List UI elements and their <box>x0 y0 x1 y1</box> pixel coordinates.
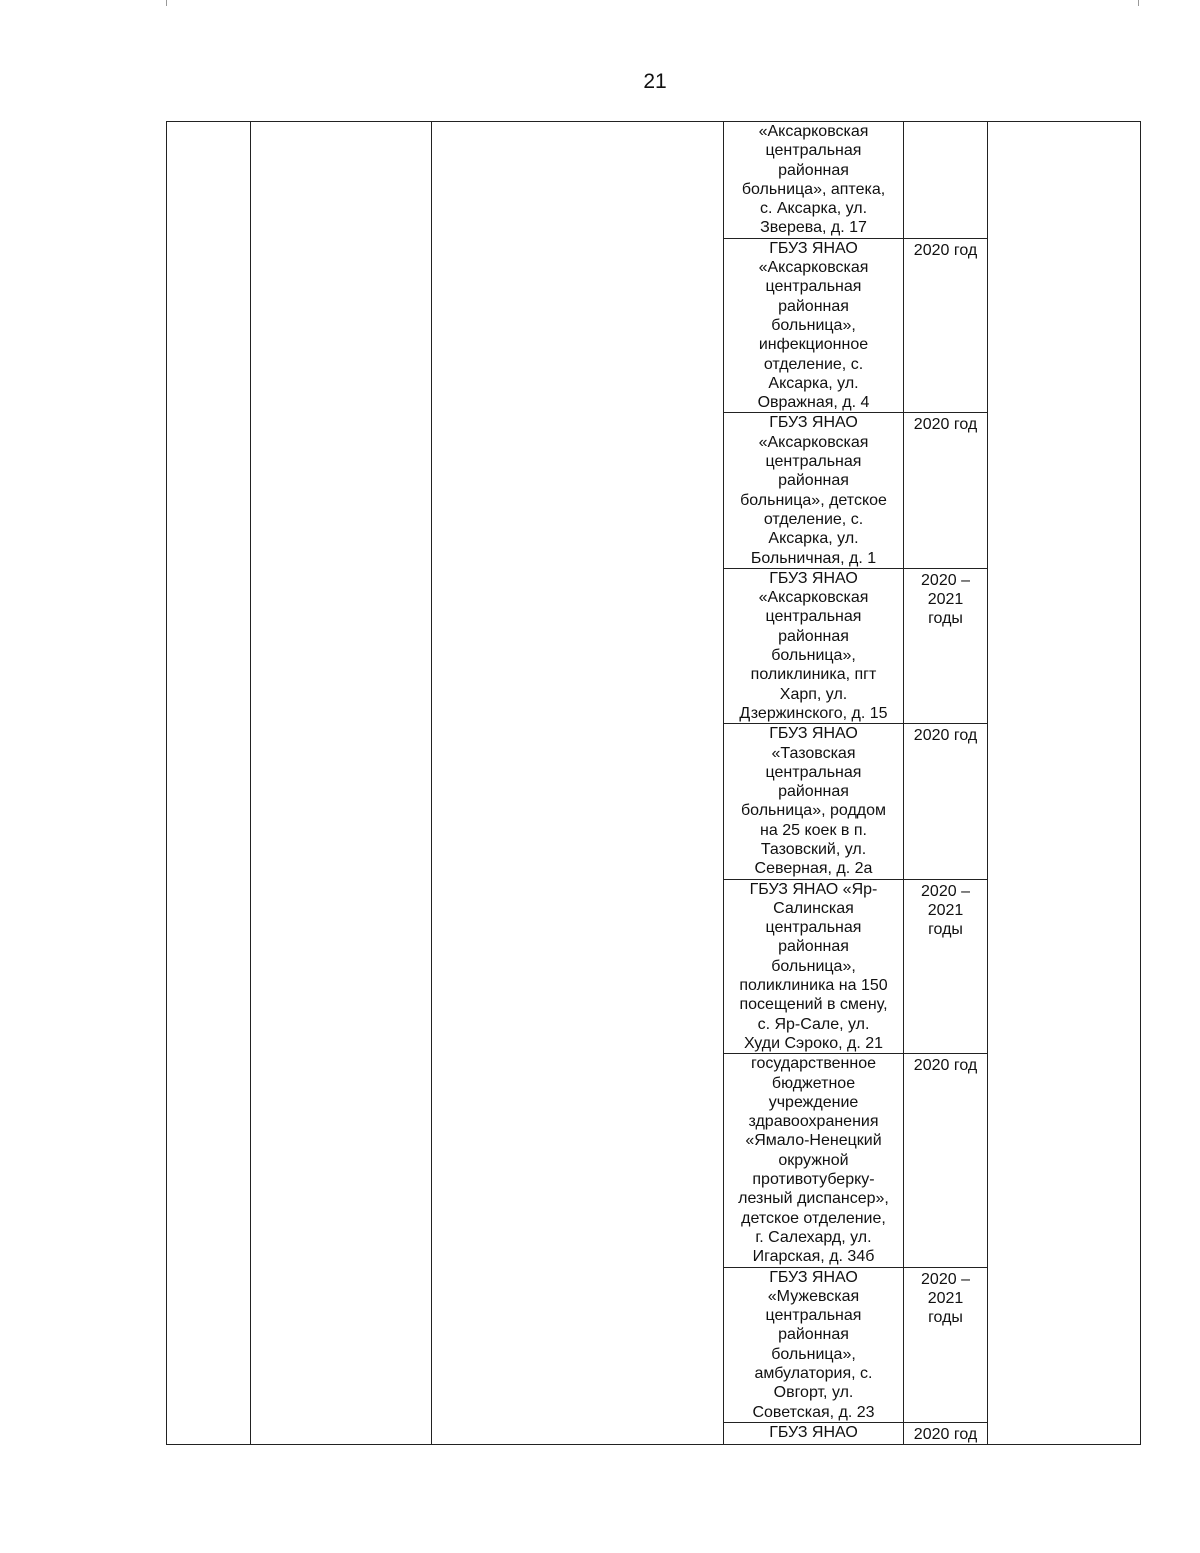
facility-text: ГБУЗ ЯНАО «Аксарковская центральная районная больница», детское отделение, с. Аксарка, ул. Больничная, д. 1 <box>740 414 887 567</box>
period-text: 2020 – 2021 годы <box>921 882 970 939</box>
facility-text: ГБУЗ ЯНАО «Аксарковская центральная районная больница», поликлиника, пгт Харп, ул. Дзержинского, д. 15 <box>739 569 888 722</box>
facility-text: ГБУЗ ЯНАО «Мужевская центральная районная больница», амбулатория, с. Овгорт, ул. Советская, д. 23 <box>752 1268 875 1421</box>
period-text: 2020 год <box>913 727 978 745</box>
document-table <box>166 121 1141 1445</box>
period-text: 2020 год <box>913 1425 978 1443</box>
facility-text: государственное бюджетное учреждение здравоохранения «Ямало-Ненецкий окружной противотуберку- лезный диспансер», детское отделение, г. Салехард, ул. Игарская, д. 34б <box>738 1055 889 1266</box>
facility-text: «Аксарковская центральная районная больница», аптека, с. Аксарка, ул. Зверева, д. 17 <box>741 123 886 237</box>
facility-cell <box>724 568 904 723</box>
number-column-cell <box>167 122 251 1445</box>
facility-text: ГБУЗ ЯНАО «Тазовская центральная районная больница», роддом на 25 коек в п. Тазовский, ул. Северная, д. 2а <box>740 725 887 878</box>
period-text: 2020 год <box>913 241 978 259</box>
period-text: 2020 год <box>913 1057 978 1075</box>
period-text: 2020 – 2021 годы <box>921 571 970 628</box>
facility-cell <box>724 238 904 413</box>
name-column-cell <box>251 122 432 1445</box>
facility-text: ГБУЗ ЯНАО <box>769 1423 858 1441</box>
period-cell <box>904 879 988 1054</box>
period-cell <box>904 1422 988 1444</box>
facility-cell <box>724 1422 904 1444</box>
page-number: 21 <box>643 70 667 93</box>
facility-cell <box>724 1267 904 1422</box>
facility-text: ГБУЗ ЯНАО «Аксарковская центральная районная больница», инфекционное отделение, с. Аксарка, ул. Овражная, д. 4 <box>757 239 870 412</box>
period-cell <box>904 413 988 568</box>
period-cell <box>904 238 988 413</box>
notes-column-cell <box>988 122 1141 1445</box>
scan-edge-mark-left <box>166 0 167 6</box>
period-cell <box>904 724 988 879</box>
facility-cell <box>724 879 904 1054</box>
description-column-cell <box>432 122 724 1445</box>
facility-cell <box>724 724 904 879</box>
period-cell <box>904 1267 988 1422</box>
scan-edge-mark-right <box>1138 0 1139 6</box>
period-text: 2020 год <box>913 416 978 434</box>
table-row <box>167 122 1141 239</box>
facility-cell <box>724 413 904 568</box>
facility-cell <box>724 122 904 239</box>
period-cell <box>904 1054 988 1267</box>
period-text: 2020 – 2021 годы <box>921 1270 970 1327</box>
period-cell <box>904 568 988 723</box>
period-cell <box>904 122 988 239</box>
facility-text: ГБУЗ ЯНАО «Яр- Салинская центральная районная больница», поликлиника на 150 посещений в смену, с. Яр-Сале, ул. Худи Сэроко, д. 21 <box>739 880 888 1052</box>
facility-cell <box>724 1054 904 1267</box>
